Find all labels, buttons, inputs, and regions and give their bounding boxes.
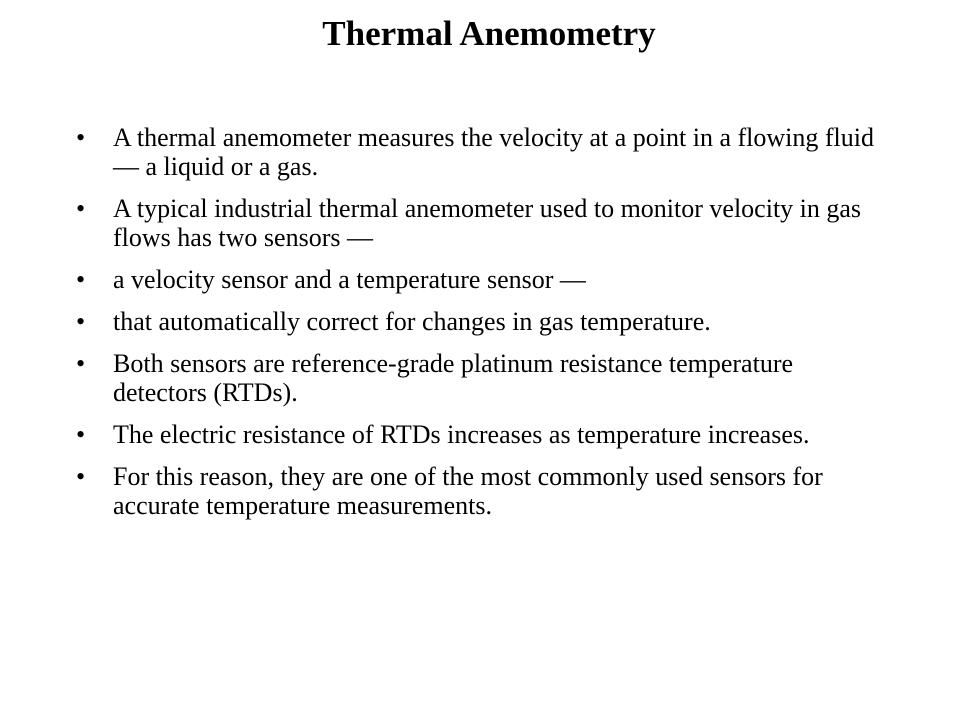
bullet-marker: • (76, 194, 86, 223)
bullet-marker: • (76, 420, 86, 449)
bullet-text: that automatically correct for changes in gas temperature. (113, 307, 711, 336)
bullet-item (76, 462, 876, 520)
bullet-text: A typical industrial thermal anemometer used to monitor velocity in gas flows has two sensors — (113, 194, 862, 252)
bullet-text: For this reason, they are one of the most commonly used sensors for accurate temperature measurements. (113, 462, 823, 520)
bullet-marker: • (76, 307, 86, 336)
bullet-item (76, 265, 876, 294)
bullet-marker: • (76, 123, 86, 152)
bullet-item (76, 349, 876, 407)
bullet-list (76, 123, 876, 533)
bullet-item (76, 194, 876, 252)
slide-title: Thermal Anemometry (322, 14, 656, 53)
bullet-item (76, 123, 876, 181)
bullet-text: A thermal anemometer measures the velocity at a point in a flowing fluid — a liquid or a gas. (113, 123, 874, 181)
bullet-marker: • (76, 349, 86, 378)
bullet-item (76, 420, 876, 449)
bullet-text: Both sensors are reference-grade platinum resistance temperature detectors (RTDs). (113, 349, 794, 407)
bullet-marker: • (76, 462, 86, 491)
bullet-text: a velocity sensor and a temperature sensor — (113, 265, 586, 294)
bullet-text: The electric resistance of RTDs increases as temperature increases. (113, 420, 810, 449)
bullet-marker: • (76, 265, 86, 294)
bullet-item (76, 307, 876, 336)
